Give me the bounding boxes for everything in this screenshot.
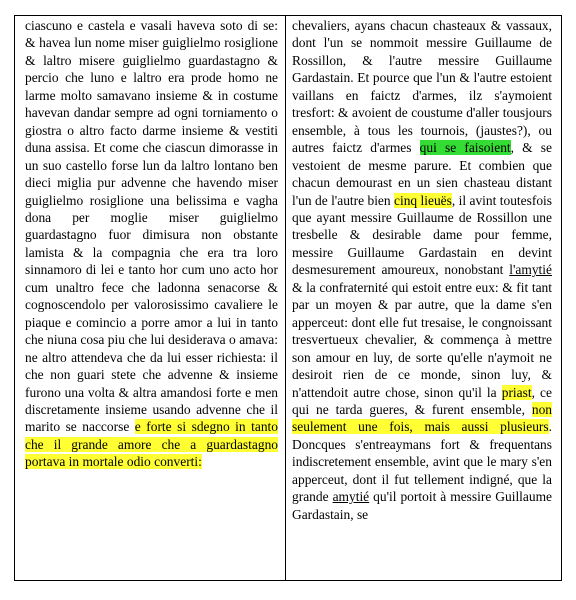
french-text-segment: . Doncques s'entreaymans fort & frequentans indiscretement ensemble, avint que le mary s'en apperceut, dont il fut tellement indigné, que la grande [292,419,552,505]
french-text-segment: & la confraternité qui estoit entre eux: & fit tant par un moyen & par autre, que la dame s'en apperceut: dont elle fut tresaise, le congnoissant tresvertueux chevalier, & commença à mettre son amour en luy, de sorte qu'elle n'aymoit ne desiroit rien de ce monde, sinon luy, & n'attendoit autre chose, sinon qu'il la [292,279,552,400]
italian-text-column [15,16,286,580]
french-text-segment: , il avint toutesfois que ayant messire Guillaume de Rossillon une tresbelle & desirable dame pour femme, messire Guillaume Gardastain en devint desmesurement amoureux, nonobstant [292,192,552,278]
french-text-column [286,16,561,580]
french-text-segment: , & se vestoient de mesme parure. Et combien que chacun demourast en un sien chasteau distant l'un de l'autre bien [292,140,552,208]
french-highlight-yellow: non seulement une fois, mais aussi plusieurs [292,401,552,435]
italian-text: ciascuno e castela e vasali haveva soto di se: & havea lun nome miser guiglielmo rosiglione & laltro misere guiglielmo guardastagno & percio che luno e laltro era prode homo ne larme molto samavano insieme & in costume havevan dandar sempre ad ogni torniamento o giostra o altro facto darme insieme & vestiti duna assisa. Et come che ciascun dimorasse in un suo castello forse lun da laltro lontano ben dieci miglia pur advenne che havendo miser guiglielmo rosiglione una belissima e vagha dona per moglie miser guiglielmo guardastagno fuor dimisura non obstante lamista & la compagnia che era tra loro sinnamoro di lei e tanto hor cum uno acto hor cum unaltro fece che ladonna senacorse & cognoscendolo per valorosissimo cavaliere le piaque e comincio a porre amor a lui in tanto che niuna cosa piu che lui desiderava o amava: ne altro attendeva che da lui esser richiesta: il che non guari stete che advenne & insieme furono una volta & altra amandosi forte e men discretamente insieme usando advenne che il marito se naccorse [25,18,279,435]
french-highlight-yellow: cinq lieuës [394,192,452,208]
french-text-segment: qu'il portoit à messire Guillaume Gardastain, se [292,489,553,522]
parallel-text-table [14,15,562,581]
french-underlined-word: l'amytié [509,262,552,278]
french-text-segment: , ce qui ne tarda gueres, & furent ensemble, [292,384,552,417]
french-underlined-word: amytié [332,489,370,505]
french-highlight-green: qui se faisoient [419,140,511,156]
french-text-segment: chevaliers, ayans chacun chasteaux & vassaux, dont l'un se nommoit messire Guillaume de Rossillon, & l'autre messire Guillaume Gardastain. Et pource que l'un & l'autre estoient vaillans en faictz d'armes, ilz s'aymoient tresfort: & avoient de coustume d'aller tousjours ensemble, à tous les tournois, (jaustes?), ou autres faictz d'armes [292,18,552,156]
french-highlight-yellow: priast [501,384,532,400]
italian-highlighted-text: e forte si sdegno in tanto che il grande amore che a guardastagno portava in mortale odio converti: [25,419,279,470]
